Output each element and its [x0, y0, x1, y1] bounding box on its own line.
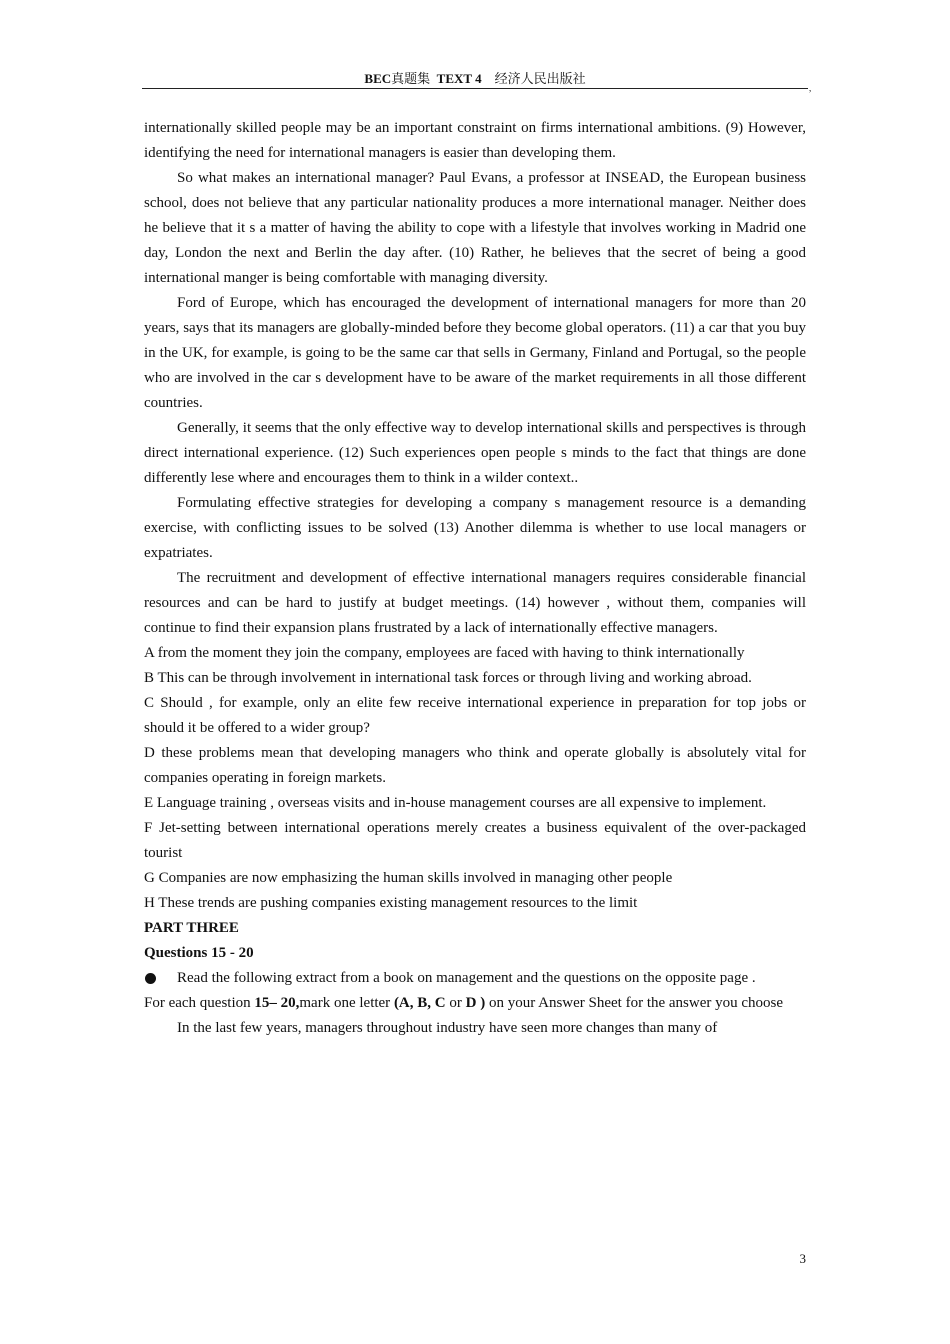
option-g: G Companies are now emphasizing the human skills involved in managing other people — [144, 870, 673, 886]
option-h: H These trends are pushing companies existing management resources to the limit — [144, 895, 638, 911]
header-prefix: BEC — [364, 71, 392, 86]
instruction-question-numbers: 15– 20, — [254, 995, 300, 1011]
answer-instruction — [144, 991, 806, 1016]
instruction-letters: (A, B, C — [393, 995, 446, 1011]
instruction-letter-d: D ) — [465, 995, 486, 1011]
page-body — [144, 116, 806, 1041]
header-tick: , — [809, 83, 812, 93]
option-e: E Language training , overseas visits and in-house management courses are all expensive to implement. — [144, 795, 767, 811]
part-three-heading: PART THREE — [144, 920, 239, 936]
header-publisher: 经济人民出版社 — [494, 71, 586, 86]
paragraph-strategies: Formulating effective strategies for developing a company s management resource is a demanding exercise, with conflicting issues to be solved (13) Another dilemma is whether to use local managers or expatriates. — [144, 495, 806, 561]
extract-intro-line: In the last few years, managers throughout industry have seen more changes than many of — [177, 1020, 718, 1036]
option-a: A from the moment they join the company, employees are faced with having to think internationally — [144, 645, 745, 661]
option-c: C Should , for example, only an elite few receive international experience in preparation for top jobs or should it be offered to a wider group? — [144, 695, 806, 736]
instruction-or: or — [445, 995, 466, 1011]
header-text-label: TEXT 4 — [436, 71, 482, 86]
bullet-instruction — [144, 966, 806, 991]
paragraph-continuation: internationally skilled people may be an important constraint on firms international ambitions. (9) However, identifying the need for international managers is easier than developing them. — [144, 120, 806, 161]
instruction-post: on your Answer Sheet for the answer you choose — [485, 995, 784, 1011]
option-d: D these problems mean that developing managers who think and operate globally is absolutely vital for companies operating in foreign markets. — [144, 745, 806, 786]
instruction-mid: mark one letter — [299, 995, 394, 1011]
page-number: 3 — [799, 1251, 806, 1266]
option-b: B This can be through involvement in international task forces or through living and working abroad. — [144, 670, 752, 686]
paragraph-international-experience: Generally, it seems that the only effective way to develop international skills and perspectives is through direct international experience. (12) Such experiences open people s minds to the fact that things are done differently lese where and encourages them to think in a wilder context.. — [144, 420, 806, 486]
instruction-pre: For each question — [144, 995, 255, 1011]
header-cn-title: 真题集 — [391, 71, 431, 86]
running-header — [0, 70, 950, 88]
questions-range-heading: Questions 15 - 20 — [144, 945, 254, 961]
option-f: F Jet-setting between international operations merely creates a business equivalent of the over-packaged tourist — [144, 820, 806, 861]
paragraph-international-manager: So what makes an international manager? Paul Evans, a professor at INSEAD, the European business school, does not believe that any particular nationality produces a more international manager. Neither does he believe that it s a matter of having the ability to cope with a lifestyle that involves working in Madrid one day, London the next and Berlin the day after. (10) Rather, he believes that the secret of being a good international manger is being comfortable with managing diversity. — [144, 170, 806, 286]
paragraph-recruitment: The recruitment and development of effective international managers requires considerable financial resources and can be hard to justify at budget meetings. (14) however , without them, companies will continue to find their expansion plans frustrated by a lack of internationally effective managers. — [144, 570, 806, 636]
header-rule — [142, 88, 808, 89]
bullet-icon — [145, 973, 156, 984]
paragraph-ford-of-europe: Ford of Europe, which has encouraged the development of international managers for more than 20 years, says that its managers are globally-minded before they become global operators. (11) a car that you buy in the UK, for example, is going to be the same car that sells in Germany, Finland and Portugal, so the people who are involved in the car s development have to be aware of the market requirements in all those different countries. — [144, 295, 806, 411]
bullet-instruction-text: Read the following extract from a book on management and the questions on the opposite page . — [177, 970, 756, 986]
